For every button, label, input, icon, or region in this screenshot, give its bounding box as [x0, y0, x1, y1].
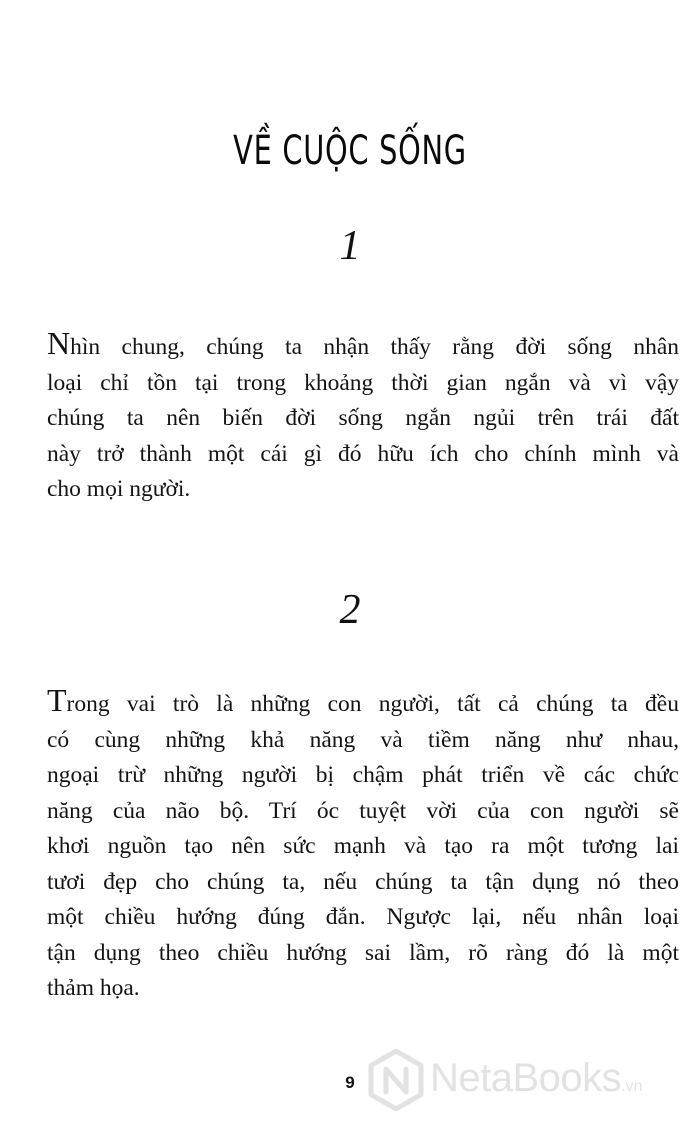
chapter-title: VỀ CUỘC SỐNG — [233, 128, 467, 174]
paragraph-2 — [47, 682, 679, 1007]
paragraph-line: cho mọi người. — [47, 476, 191, 502]
paragraph-line: tươi đẹp cho chúng ta, nếu chúng ta tận dụng nó theo — [47, 868, 679, 895]
paragraph-line: Trong vai trò là những con người, tất cả chúng ta đều — [47, 682, 679, 718]
drop-cap: T — [47, 682, 67, 718]
paragraph-line: thảm họa. — [47, 975, 140, 1001]
paragraph-line: năng của não bộ. Trí óc tuyệt vời của con người sẽ — [47, 797, 679, 824]
watermark — [364, 1046, 694, 1112]
paragraph-line: có cùng những khả năng và tiềm năng như nhau, — [47, 726, 679, 753]
paragraph-line: chúng ta nên biến đời sống ngắn ngủi trên trái đất — [47, 405, 679, 431]
paragraph-line: khơi nguồn tạo nên sức mạnh và tạo ra một tương lai — [47, 833, 679, 859]
paragraph-line: tận dụng theo chiều hướng sai lầm, rõ ràng đó là một — [47, 939, 679, 966]
section-number-1: 1 — [339, 223, 361, 269]
section-number-2: 2 — [339, 587, 361, 633]
paragraph-line: loại chỉ tồn tại trong khoảng thời gian ngắn và vì vậy — [47, 369, 679, 396]
paragraph-line: này trở thành một cái gì đó hữu ích cho chính mình và — [47, 440, 679, 467]
watermark-text: NetaBooks.vn — [430, 1056, 643, 1100]
paragraph-line: Nhìn chung, chúng ta nhận thấy rằng đời sống nhân — [47, 325, 679, 361]
page-number: 9 — [345, 1073, 355, 1092]
paragraph-line: một chiều hướng đúng đắn. Ngược lại, nếu nhân loại — [47, 904, 679, 930]
drop-cap: N — [47, 325, 71, 361]
netabooks-logo-icon — [364, 1048, 428, 1112]
paragraph-line: ngoại trừ những người bị chậm phát triển về các chức — [47, 762, 679, 788]
paragraph-1 — [47, 325, 679, 508]
